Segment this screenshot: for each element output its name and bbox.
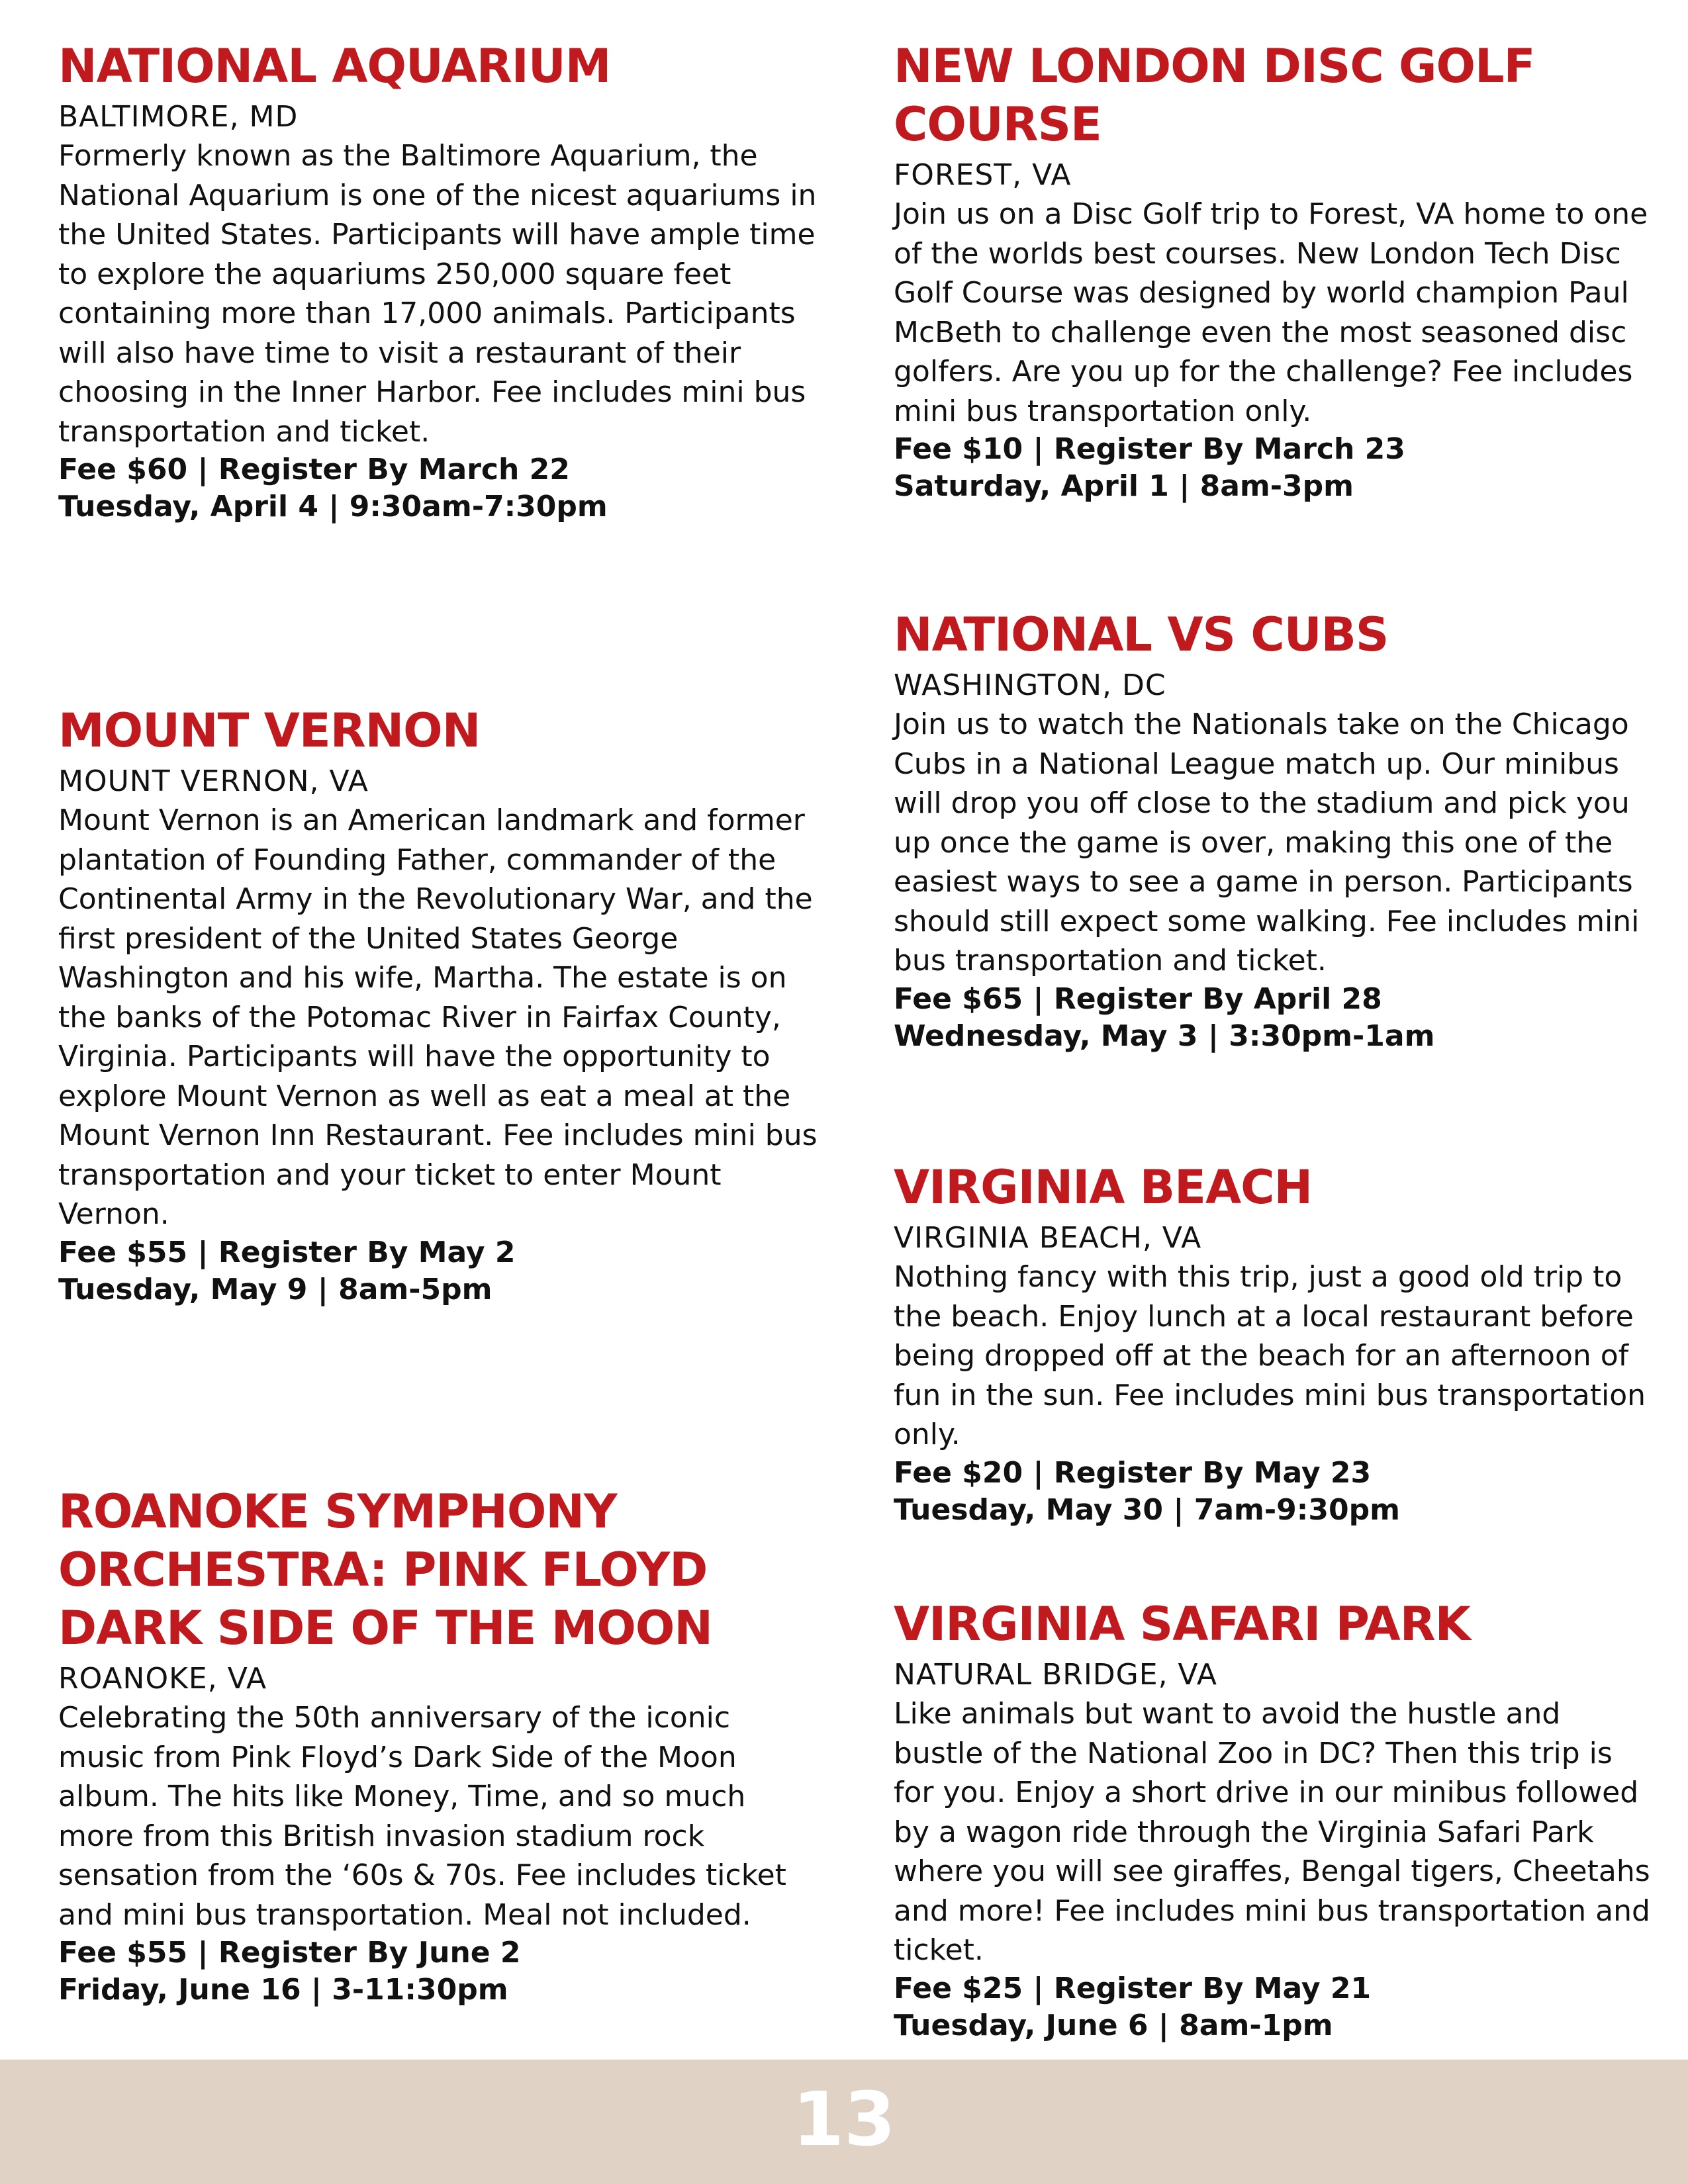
trip-date-time: Tuesday, May 9 | 8am-5pm (58, 1272, 492, 1306)
trip-description: Join us to watch the Nationals take on the Chicago Cubs in a National League match up. Our minibus will drop you off close to the stadium and pick you up once the game is over, making this one of the easiest ways to see a game in person. Participants should still expect some walking. Fee includes mini bus transportation and ticket. (894, 707, 1640, 978)
trip-date-time: Friday, June 16 | 3-11:30pm (58, 1973, 508, 2007)
trip-title: MOUNT VERNON (58, 704, 481, 758)
trip-national-aquarium (58, 37, 820, 525)
trip-location: FOREST, VA (894, 158, 1072, 192)
trip-virginia-beach (894, 1158, 1655, 1529)
trip-description: Join us on a Disc Golf trip to Forest, VA home to one of the worlds best courses. New London Tech Disc Golf Course was designed by world champion Paul McBeth to challenge even the most seasoned disc golfers. Are you up for the challenge? Fee includes mini bus transportation only. (894, 197, 1648, 428)
trip-fee-registration: Fee $20 | Register By May 23 (894, 1455, 1372, 1490)
trip-new-london-disc-golf (894, 37, 1655, 505)
trip-title: ROANOKE SYMPHONY ORCHESTRA: PINK FLOYD DARK SIDE OF THE MOON (58, 1484, 713, 1655)
trip-virginia-safari-park (894, 1595, 1655, 2044)
trip-description: Like animals but want to avoid the hustle and bustle of the National Zoo in DC? Then this trip is for you. Enjoy a short drive in our minibus followed by a wagon ride through the Virginia Safari Park where you will see giraffes, Bengal tigers, Cheetahs and more! Fee includes mini bus transportation and ticket. (894, 1697, 1650, 1967)
trip-roanoke-symphony (58, 1482, 820, 2009)
trip-location: VIRGINIA BEACH, VA (894, 1221, 1202, 1255)
trip-title: NATIONAL AQUARIUM (58, 39, 611, 93)
trip-description: Formerly known as the Baltimore Aquarium, the National Aquarium is one of the nicest aquariums in the United States. Participants will have ample time to explore the aquariums 250,000 square feet containing more than 17,000 animals. Participants will also have time to visit a restaurant of their choosing in the Inner Harbor. Fee includes mini bus transportation and ticket. (58, 139, 817, 449)
trip-fee-registration: Fee $10 | Register By March 23 (894, 432, 1405, 466)
page-number: 13 (792, 2077, 896, 2163)
trip-fee-registration: Fee $55 | Register By May 2 (58, 1235, 516, 1269)
trip-mount-vernon (58, 702, 820, 1308)
trip-fee-registration: Fee $65 | Register By April 28 (894, 981, 1382, 1016)
trip-title: VIRGINIA SAFARI PARK (894, 1597, 1470, 1651)
trip-date-time: Saturday, April 1 | 8am-3pm (894, 469, 1354, 503)
trip-date-time: Tuesday, April 4 | 9:30am-7:30pm (58, 490, 608, 523)
trip-date-time: Tuesday, May 30 | 7am-9:30pm (894, 1492, 1400, 1527)
trip-national-vs-cubs (894, 606, 1655, 1055)
trip-fee-registration: Fee $25 | Register By May 21 (894, 1971, 1372, 2005)
trip-date-time: Tuesday, June 6 | 8am-1pm (894, 2008, 1333, 2042)
trip-location: NATURAL BRIDGE, VA (894, 1658, 1217, 1692)
trip-description: Mount Vernon is an American landmark and former plantation of Founding Father, commander of the Continental Army in the Revolutionary War, and the first president of the United States George Washington and his wife, Martha. The estate is on the banks of the Potomac River in Fairfax County, Virginia. Participants will have the opportunity to explore Mount Vernon as well as eat a meal at the Mount Vernon Inn Restaurant. Fee includes mini bus transportation and your ticket to enter Mount Vernon. (58, 803, 818, 1231)
trip-fee-registration: Fee $60 | Register By March 22 (58, 453, 570, 486)
trip-location: MOUNT VERNON, VA (58, 764, 369, 798)
trip-title: VIRGINIA BEACH (894, 1160, 1313, 1214)
trip-title: NATIONAL VS CUBS (894, 608, 1389, 662)
trip-location: BALTIMORE, MD (58, 100, 299, 134)
trip-title: NEW LONDON DISC GOLF COURSE (894, 39, 1535, 152)
trip-fee-registration: Fee $55 | Register By June 2 (58, 1936, 521, 1970)
trip-location: ROANOKE, VA (58, 1662, 267, 1696)
trip-description: Celebrating the 50th anniversary of the iconic music from Pink Floyd’s Dark Side of the Moon album. The hits like Money, Time, and so much more from this British invasion stadium rock sensation from the ‘60s & 70s. Fee includes ticket and mini bus transportation. Meal not included. (58, 1701, 786, 1932)
trip-location: WASHINGTON, DC (894, 668, 1166, 702)
trip-date-time: Wednesday, May 3 | 3:30pm-1am (894, 1019, 1435, 1053)
trip-description: Nothing fancy with this trip, just a good old trip to the beach. Enjoy lunch at a local restaurant before being dropped off at the beach for an afternoon of fun in the sun. Fee includes mini bus transportation only. (894, 1260, 1646, 1451)
